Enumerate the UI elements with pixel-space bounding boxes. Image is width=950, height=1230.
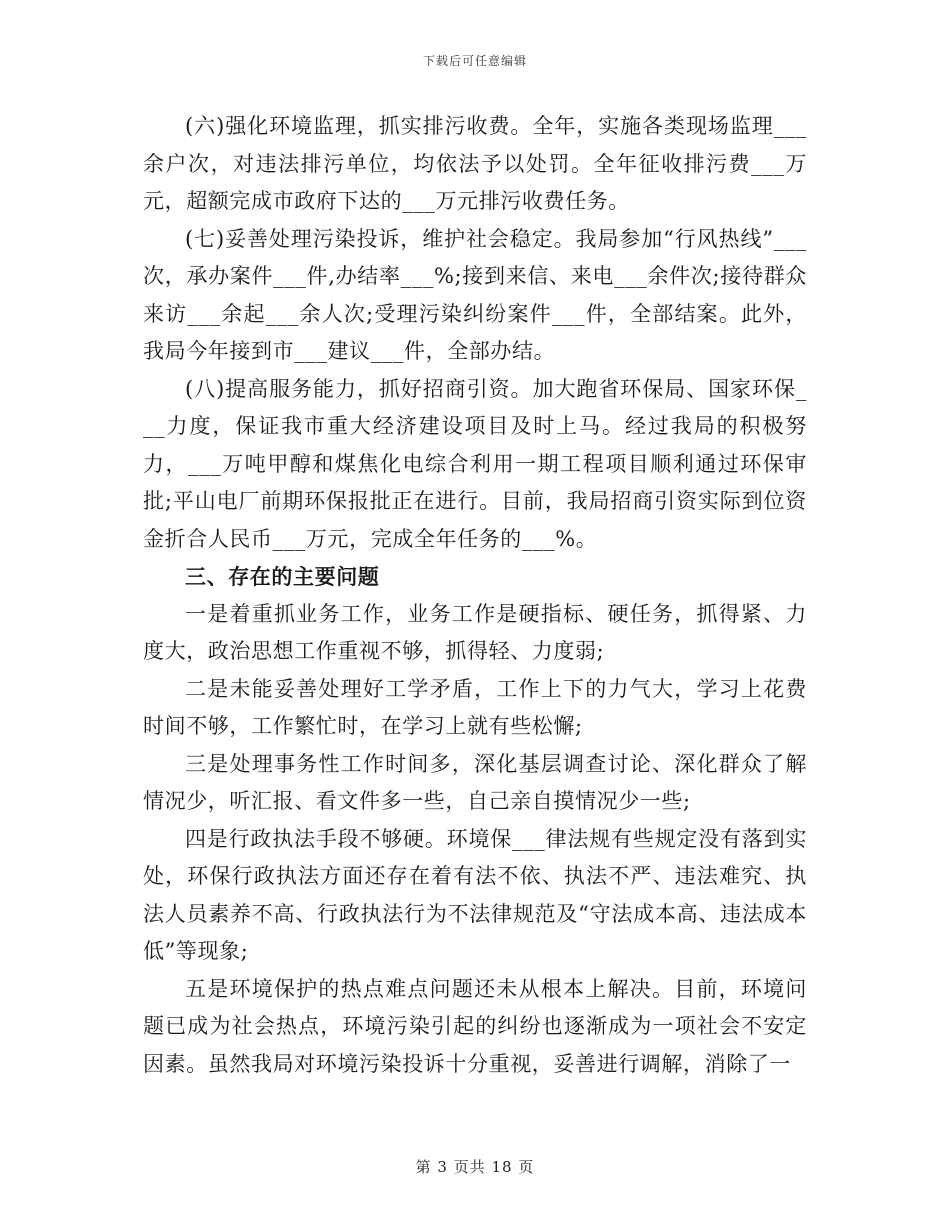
section-heading: 三、存在的主要问题	[185, 564, 380, 589]
problem-item-4: 四是行政执法手段不够硬。环境保___律法规有些规定没有落到实处，环保行政执法方面还存在着有法不依、执法不严、违法难究、执法人员素养不高、行政执法行为不法律规范及“守法成本高、违法成本低”等现象;	[143, 826, 807, 963]
page-number: 第 3 页共 18 页	[415, 1158, 535, 1176]
problem-item-1: 一是着重抓业务工作，业务工作是硬指标、硬任务，抓得紧、力度大，政治思想工作重视不够，抓得轻、力度弱;	[143, 601, 807, 663]
problem-item-2: 二是未能妥善处理好工学矛盾，工作上下的力气大，学习上花费时间不够，工作繁忙时，在学习上就有些松懈;	[143, 676, 807, 738]
paragraph-eight: (八)提高服务能力，抓好招商引资。加大跑省环保局、国家环保___力度，保证我市重大经济建设项目及时上马。经过我局的积极努力，___万吨甲醇和煤焦化电综合利用一期工程项目顺利通过环保审批;平山电厂前期环保报批正在进行。目前，我局招商引资实际到位资金折合人民币___万元，完成全年任务的___%。	[143, 376, 807, 551]
paragraph-seven: (七)妥善处理污染投诉，维护社会稳定。我局参加“行风热线”___次，承办案件___件,办结率___%;接到来信、来电___余件次;接待群众来访___余起___余人次;受理污染纠纷案件___件，全部结案。此外，我局今年接到市___建议___件，全部办结。	[143, 226, 807, 363]
paragraph-six: (六)强化环境监理，抓实排污收费。全年，实施各类现场监理___余户次，对违法排污单位，均依法予以处罚。全年征收排污费___万元，超额完成市政府下达的___万元排污收费任务。	[143, 114, 807, 213]
problem-item-3: 三是处理事务性工作时间多，深化基层调查讨论、深化群众了解情况少，听汇报、看文件多一些，自己亲自摸情况少一些;	[143, 751, 807, 813]
page-header: 下载后可任意编辑	[422, 54, 527, 68]
problem-item-5: 五是环境保护的热点难点问题还未从根本上解决。目前，环境问题已成为社会热点，环境污染引起的纠纷也逐渐成为一项社会不安定因素。虽然我局对环境污染投诉十分重视，妥善进行调解，消除了一	[143, 976, 807, 1076]
document-body	[143, 108, 807, 1083]
